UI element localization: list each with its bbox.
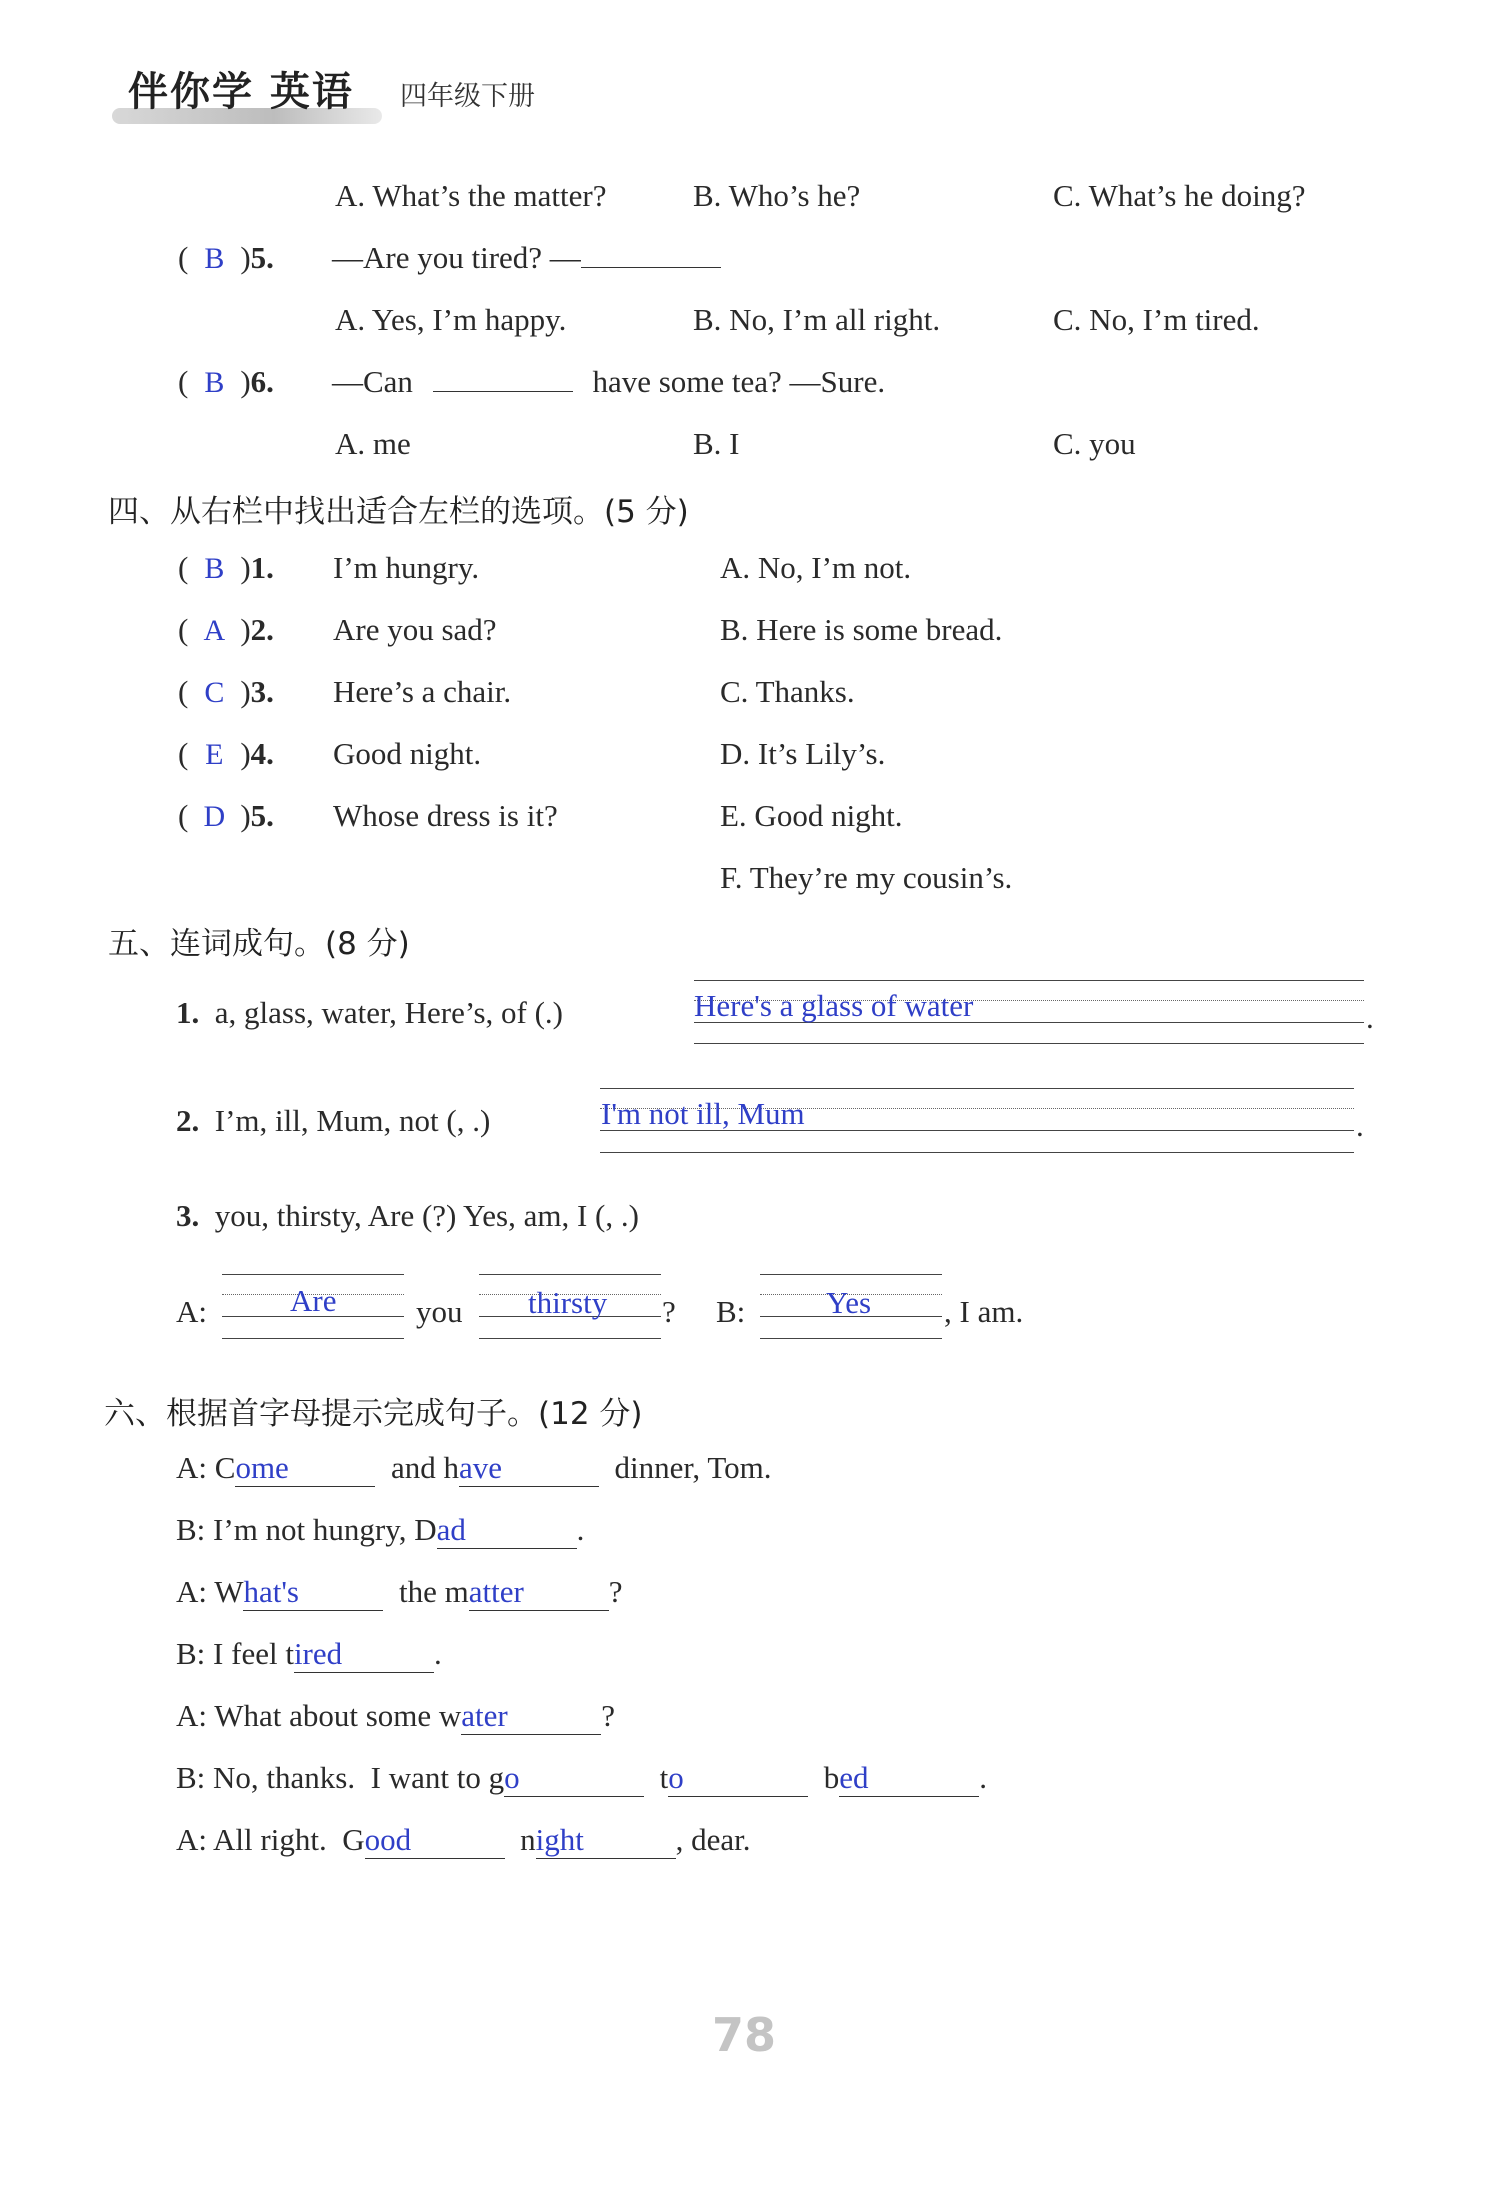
s5-q3-box3-bottom <box>760 1338 942 1339</box>
section-5-title: 五、连词成句。(8 分) <box>108 926 410 962</box>
s5-q3-a-label: A: <box>176 1294 207 1329</box>
q5-question: —Are you tired? — <box>332 240 721 276</box>
match-left-2: ( A )2. <box>178 612 274 647</box>
q4-option-c: C. What’s he doing? <box>1053 178 1306 213</box>
match-left-3-text: Here’s a chair. <box>333 674 512 709</box>
s5-q3-b-label: B: <box>716 1294 746 1329</box>
s6-l6-blank-3[interactable]: ed <box>839 1760 979 1797</box>
s6-line-7: A: All right. Good night , dear. <box>176 1822 751 1857</box>
q5-option-b: B. No, I’m all right. <box>693 302 941 337</box>
s5-q2-line-bottom <box>600 1152 1354 1153</box>
s5-q3-a-answer-2[interactable]: thirsty <box>528 1285 608 1320</box>
s6-line-6: B: No, thanks. I want to go to bed . <box>176 1760 987 1795</box>
s5-q1-line-top <box>694 980 1364 981</box>
q5-option-c: C. No, I’m tired. <box>1053 302 1260 337</box>
s6-l7-blank-2[interactable]: ight <box>536 1822 676 1859</box>
match-left-5: ( D )5. <box>178 798 274 833</box>
match-left-5-text: Whose dress is it? <box>333 798 558 833</box>
s6-line-3: A: What's the matter ? <box>176 1574 623 1609</box>
s5-q2-words: 2. I’m, ill, Mum, not (, .) <box>176 1103 491 1138</box>
q6-blank[interactable] <box>433 367 573 392</box>
s6-l3-blank-2[interactable]: atter <box>469 1574 609 1611</box>
match-left-4: ( E )4. <box>178 736 274 771</box>
page-number: 78 <box>712 2008 777 2062</box>
q6-question: —Can have some tea? —Sure. <box>332 364 886 399</box>
q4-option-a: A. What’s the matter? <box>335 178 607 213</box>
s6-l7-blank-1[interactable]: ood <box>365 1822 505 1859</box>
s6-l2-blank-1[interactable]: ad <box>437 1512 577 1549</box>
q5-blank[interactable] <box>581 243 721 268</box>
q6-option-b: B. I <box>693 426 740 461</box>
book-subtitle: 四年级下册 <box>400 81 535 112</box>
s6-l4-blank-1[interactable]: ired <box>294 1636 434 1673</box>
match-right-f: F. They’re my cousin’s. <box>720 860 1013 895</box>
s6-l3-blank-1[interactable]: hat's <box>243 1574 383 1611</box>
s5-q3-box3-top <box>760 1274 942 1275</box>
s5-q1-period: . <box>1366 1000 1374 1035</box>
s6-l6-blank-1[interactable]: o <box>504 1760 644 1797</box>
s6-line-1: A: Come and have dinner, Tom. <box>176 1450 772 1485</box>
match-right-a: A. No, I’m not. <box>720 550 912 585</box>
match-right-c: C. Thanks. <box>720 674 855 709</box>
q6-row: ( B )6. <box>178 364 274 399</box>
q5-row: ( B )5. <box>178 240 274 275</box>
s6-l5-blank-1[interactable]: ater <box>461 1698 601 1735</box>
s6-line-2: B: I’m not hungry, Dad . <box>176 1512 585 1547</box>
match-left-1-text: I’m hungry. <box>333 550 480 585</box>
q4-option-b: B. Who’s he? <box>693 178 861 213</box>
match-left-3: ( C )3. <box>178 674 274 709</box>
s5-q1-words: 1. a, glass, water, Here’s, of (.) <box>176 995 563 1030</box>
s5-q3-qmark: ? <box>662 1294 676 1329</box>
match-left-1: ( B )1. <box>178 550 274 585</box>
s5-q3-words: 3. you, thirsty, Are (?) Yes, am, I (, .) <box>176 1198 639 1233</box>
match-left-4-text: Good night. <box>333 736 482 771</box>
s6-l1-blank-2[interactable]: ave <box>459 1450 599 1487</box>
s5-q3-box2-bottom <box>479 1338 661 1339</box>
match-right-d: D. It’s Lily’s. <box>720 736 886 771</box>
s5-q1-line-bottom <box>694 1043 1364 1044</box>
s5-q2-period: . <box>1356 1108 1364 1143</box>
s6-l1-blank-1[interactable]: ome <box>235 1450 375 1487</box>
s6-l6-blank-2[interactable]: o <box>668 1760 808 1797</box>
s5-q3-box1-bottom <box>222 1338 404 1339</box>
s5-q3-b-rest: , I am. <box>944 1294 1024 1329</box>
s5-q1-answer[interactable]: Here's a glass of water <box>694 988 974 1023</box>
q6-option-c: C. you <box>1053 426 1136 461</box>
match-right-b: B. Here is some bread. <box>720 612 1003 647</box>
s6-line-4: B: I feel tired . <box>176 1636 442 1671</box>
q5-option-a: A. Yes, I’m happy. <box>335 302 567 337</box>
q5-answer: B <box>204 242 225 275</box>
section-4-title: 四、从右栏中找出适合左栏的选项。(5 分) <box>108 494 689 530</box>
book-logo: 伴你学 英语 <box>128 69 354 115</box>
match-left-2-text: Are you sad? <box>333 612 497 647</box>
q6-option-a: A. me <box>335 426 411 461</box>
s5-q2-line-top <box>600 1088 1354 1089</box>
q6-answer: B <box>204 366 225 399</box>
match-right-e: E. Good night. <box>720 798 903 833</box>
s5-q3-box1-top <box>222 1274 404 1275</box>
s5-q3-box2-top <box>479 1274 661 1275</box>
s5-q3-b-answer[interactable]: Yes <box>826 1285 872 1320</box>
s5-q3-a-answer-1[interactable]: Are <box>290 1283 337 1318</box>
s6-line-5: A: What about some water ? <box>176 1698 616 1733</box>
section-6-title: 六、根据首字母提示完成句子。(12 分) <box>104 1396 643 1432</box>
s5-q2-answer[interactable]: I'm not ill, Mum <box>601 1096 805 1131</box>
s5-q3-you: you <box>416 1294 463 1329</box>
